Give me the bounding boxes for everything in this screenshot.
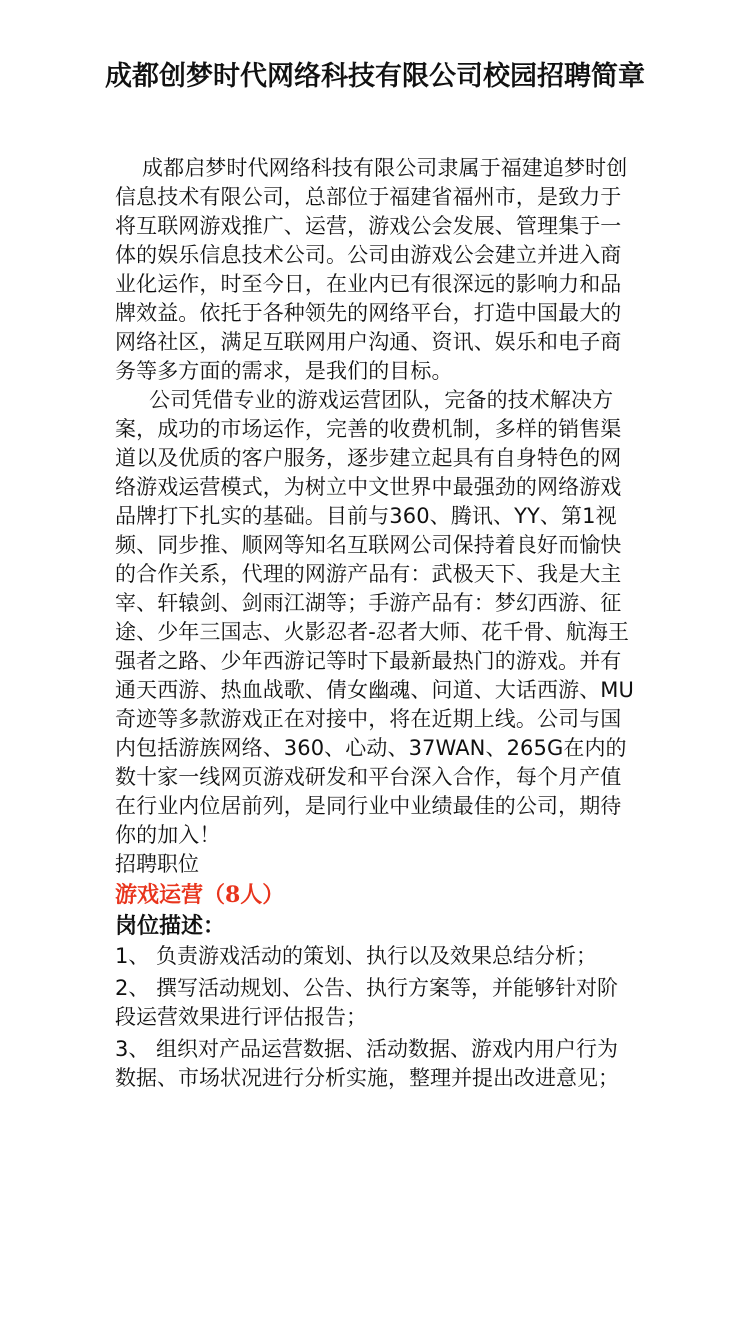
- duty-item: 2、 撰写活动规划、公告、执行方案等，并能够针对阶段运营效果进行评估报告；: [115, 976, 619, 1029]
- article-body: [115, 154, 637, 1096]
- page-title: 成都创梦时代网络科技有限公司校园招聘简章: [105, 61, 645, 92]
- intro-paragraph: 成都启梦时代网络科技有限公司隶属于福建追梦时创信息技术有限公司，总部位于福建省福州市，是致力于将互联网游戏推广、运营，游戏公会发展、管理集于一体的娱乐信息技术公司。公司由游戏公会建立并进入商业化运作，时至今日，在业内已有很深远的影响力和品牌效益。依托于各种领先的网络平台，打造中国最大的网络社区，满足互联网用户沟通、资讯、娱乐和电子商务等多方面的需求，是我们的目标。: [115, 156, 628, 383]
- business-paragraph: 公司凭借专业的游戏运营团队，完备的技术解决方案，成功的市场运作，完善的收费机制，多样的销售渠道以及优质的客户服务，逐步建立起具有自身特色的网络游戏运营模式，为树立中文世界中最强劲的网络游戏品牌打下扎实的基础。目前与360、腾讯、YY、第1视频、同步推、顺网等知名互联网公司保持着良好而愉快的合作关系，代理的网游产品有：武极天下、我是大主宰、轩辕剑、剑雨江湖等；手游产品有：梦幻西游、征途、少年三国志、火影忍者-忍者大师、花千骨、航海王强者之路、少年西游记等时下最新最热门的游戏。并有通天西游、热血战歌、倩女幽魂、问道、大话西游、MU奇迹等多款游戏正在对接中，将在近期上线。公司与国内包括游族网络、360、心动、37WAN、265G在内的数十家一线网页游戏研发和平台深入合作，每个月产值在行业内位居前列，是同行业中业绩最佳的公司，期待你的加入！: [115, 388, 634, 847]
- duty-item: 1、 负责游戏活动的策划、执行以及效果总结分析；: [115, 944, 598, 968]
- description-heading: 岗位描述：: [115, 913, 226, 939]
- section-label: 招聘职位: [115, 852, 199, 876]
- position-title: 游戏运营（8人）: [115, 882, 285, 908]
- duty-item: 3、 组织对产品运营数据、活动数据、游戏内用户行为数据、市场状况进行分析实施，整理并提出改进意见；: [115, 1037, 619, 1090]
